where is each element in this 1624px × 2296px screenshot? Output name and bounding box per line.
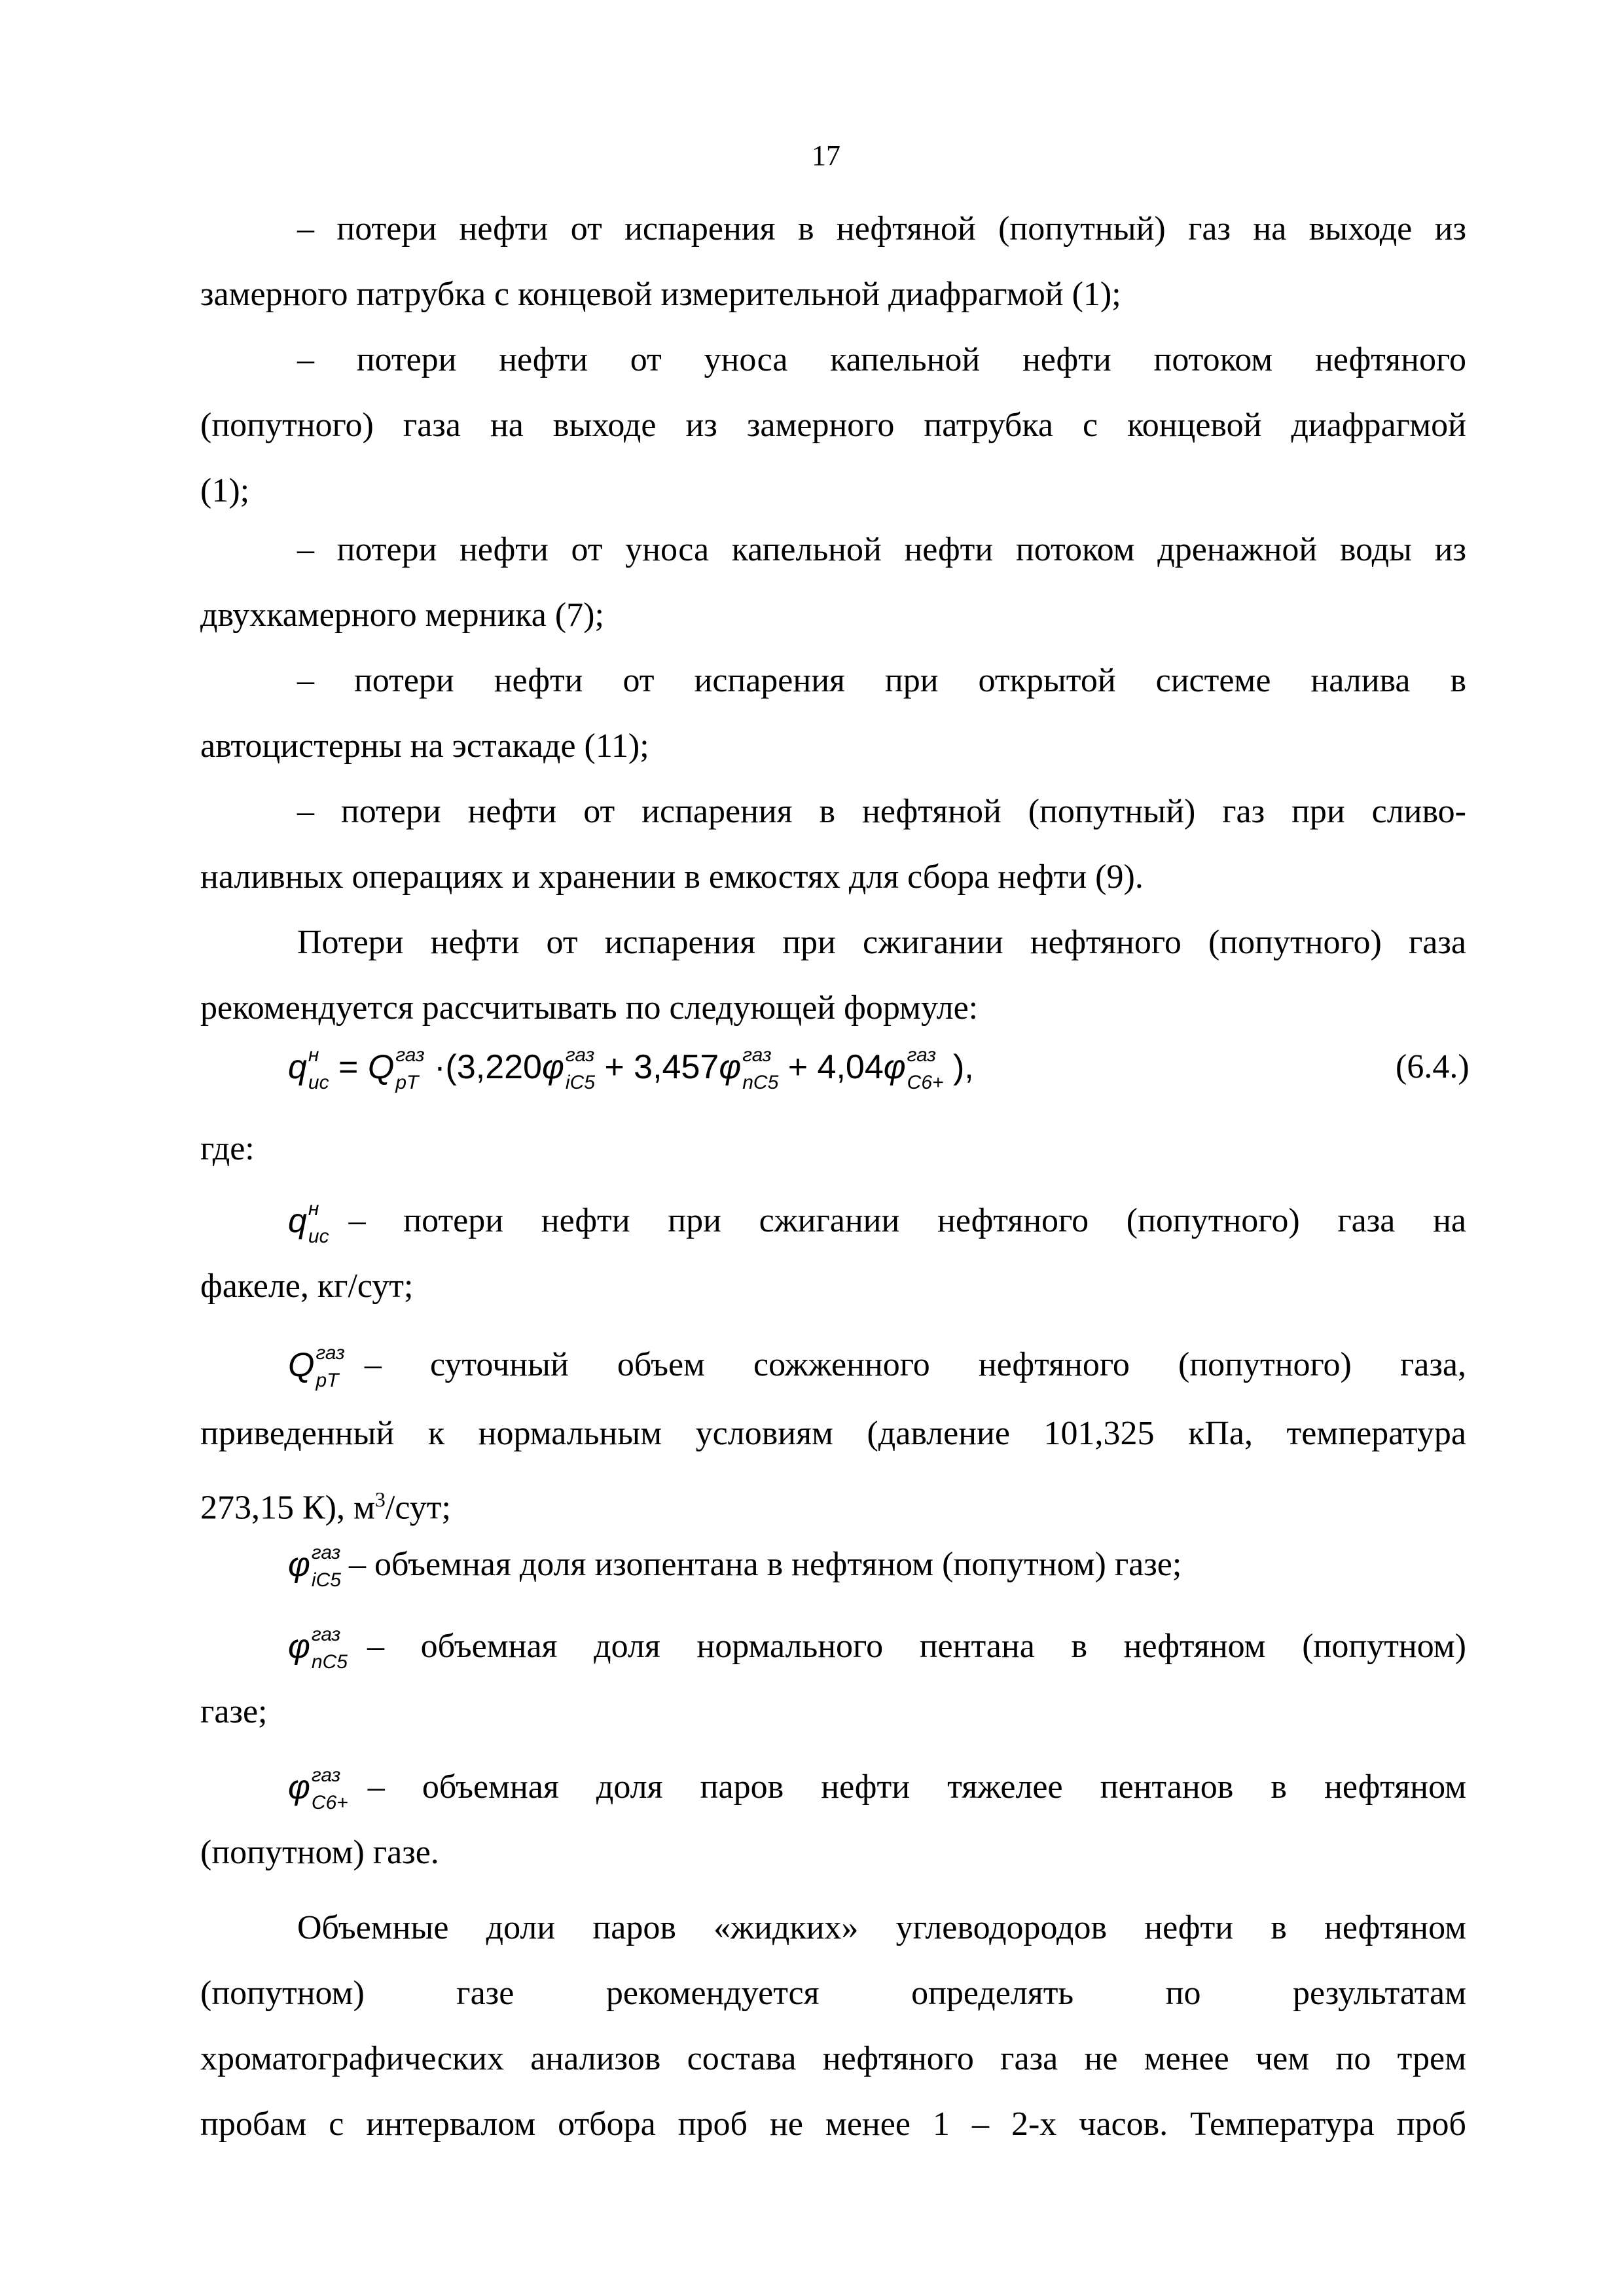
formula-q-sup: н	[308, 1044, 319, 1066]
def-text: – объемная доля паров нефти тяжелее пентанов в нефтяном	[367, 1768, 1466, 1806]
bullet-line: – потери нефти от уноса капельной нефти потоком нефтяного	[297, 341, 1466, 378]
bullet-line: замерного патрубка с концевой измерительной диафрагмой (1);	[200, 276, 1121, 313]
formula-phi: φ	[883, 1048, 906, 1086]
definition-item	[200, 1329, 1466, 1540]
final-line: Объемные доли паров «жидких» углеводородов нефти в нефтяном	[297, 1909, 1466, 1946]
final-line: хроматографических анализов состава нефтяного газа не менее чем по трем	[200, 2040, 1466, 2077]
bullet-item	[200, 648, 1466, 779]
formula-eq: =	[329, 1048, 368, 1086]
def-text: газе;	[200, 1693, 268, 1730]
def-text: – потери нефти при сжигании нефтяного (попутного) газа на	[348, 1202, 1466, 1239]
def-text: (попутном) газе.	[200, 1834, 439, 1871]
final-paragraph	[200, 1895, 1466, 2157]
def-text: приведенный к нормальным условиям (давление 101,325 кПа, температура	[200, 1415, 1466, 1452]
def-text: факеле, кг/сут;	[200, 1267, 414, 1305]
definition-item	[200, 1188, 1466, 1319]
def-symbol: φ газ iC5	[288, 1542, 341, 1592]
final-line: пробам с интервалом отбора проб не менее 1 – 2-х часов. Температура проб	[200, 2105, 1466, 2143]
formula-q: q	[288, 1048, 307, 1086]
formula-t2-sup: газ	[742, 1044, 772, 1066]
bullet-item	[200, 517, 1466, 648]
def-symbol: q н ис	[288, 1198, 329, 1248]
def-symbol: Q газ рТ	[288, 1342, 345, 1392]
def-text: – объемная доля изопентана в нефтяном (попутном) газе;	[348, 1546, 1182, 1583]
intro-paragraph	[200, 910, 1466, 1041]
formula-q-sub: ис	[308, 1072, 329, 1094]
formula-Q-sub: рТ	[395, 1072, 419, 1094]
bullet-item	[200, 196, 1466, 327]
formula-t1-sub: iC5	[565, 1072, 595, 1094]
bullet-line: (попутного) газа на выходе из замерного патрубка с концевой диафрагмой	[200, 407, 1466, 444]
formula	[288, 1044, 974, 1094]
formula-t2-sub: nC5	[742, 1072, 779, 1094]
bullet-line: наливных операциях и хранении в емкостях для сбора нефти (9).	[200, 858, 1144, 896]
bullet-line: автоцистерны на эстакаде (11);	[200, 727, 649, 765]
formula-close: ),	[943, 1048, 974, 1086]
def-text: – суточный объем сожженного нефтяного (попутного) газа,	[364, 1346, 1466, 1383]
formula-Q-sup: газ	[395, 1044, 425, 1066]
formula-phi: φ	[719, 1048, 742, 1086]
bullet-line: – потери нефти от испарения при открытой системе налива в	[297, 662, 1466, 699]
definition-item	[200, 1614, 1466, 1745]
formula-Q: Q	[367, 1048, 395, 1086]
def-text: 273,15 К), $м^3$/сут;	[200, 1487, 451, 1527]
def-symbol: φ газ C6+	[288, 1764, 348, 1814]
def-symbol: φ газ nC5	[288, 1624, 348, 1673]
equation-number: (6.4.)	[1396, 1048, 1470, 1085]
formula-plus2: + 3,457	[594, 1048, 719, 1086]
bullet-line: – потери нефти от уноса капельной нефти потоком дренажной воды из	[297, 531, 1466, 568]
formula-t3-sub: C6+	[907, 1072, 944, 1094]
page-number: 17	[812, 139, 840, 172]
intro-line: Потери нефти от испарения при сжигании нефтяного (попутного) газа	[297, 924, 1466, 961]
formula-mid: ·(3,220	[424, 1048, 542, 1086]
definition-item	[200, 1755, 1466, 1886]
formula-phi: φ	[541, 1048, 564, 1086]
bullet-line: двухкамерного мерника (7);	[200, 596, 604, 634]
bullet-item	[200, 779, 1466, 910]
formula-t3-sup: газ	[907, 1044, 937, 1066]
intro-line: рекомендуется рассчитывать по следующей формуле:	[200, 989, 979, 1027]
bullet-line: – потери нефти от испарения в нефтяной (попутный) газ на выходе из	[297, 210, 1466, 247]
formula-plus3: + 4,04	[778, 1048, 884, 1086]
final-line: (попутном) газе рекомендуется определять по результатам	[200, 1975, 1466, 2012]
bullet-line: – потери нефти от испарения в нефтяной (попутный) газ при сливо-	[297, 793, 1466, 830]
bullet-line: (1);	[200, 472, 250, 509]
definition-item	[200, 1532, 1466, 1597]
formula-t1-sup: газ	[565, 1044, 595, 1066]
where-label: где:	[200, 1130, 255, 1167]
bullet-item	[200, 327, 1466, 524]
def-text: – объемная доля нормального пентана в нефтяном (попутном)	[367, 1628, 1466, 1665]
